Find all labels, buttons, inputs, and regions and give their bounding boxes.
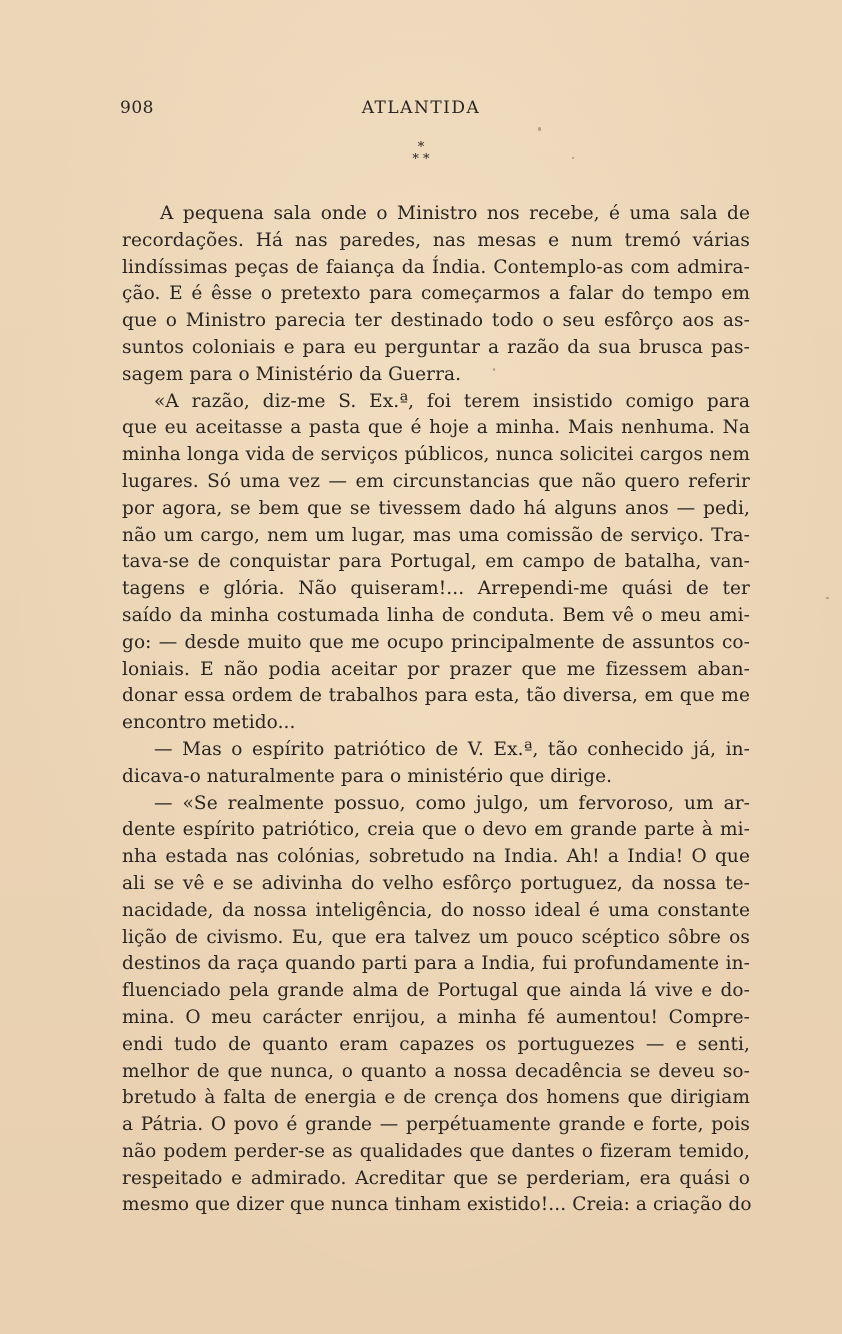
page-header (0, 98, 842, 122)
text-line: mesmo que dizer que nunca tinham existido!... Creia: a criação do (122, 1194, 752, 1216)
text-line: loniais. E não podia aceitar por prazer que me fizessem aban- (122, 658, 750, 680)
text-line: lugares. Só uma vez — em circunstancias que não quero referir (122, 470, 750, 492)
text-line: saído da minha costumada linha de conduta. Bem vê o meu ami- (122, 604, 750, 626)
text-line: respeitado e admirado. Acreditar que se perderiam, era quási o (122, 1167, 750, 1189)
text-line: fluenciado pela grande alma de Portugal que ainda lá vive e do- (122, 980, 750, 1002)
text-line: donar essa ordem de trabalhos para esta, tão diversa, em que me (122, 685, 750, 707)
asterism-bottom: * * (412, 152, 430, 167)
text-line: por agora, se bem que se tivessem dado há alguns anos — pedi, (122, 497, 750, 519)
text-line: — Mas o espírito patriótico de V. Ex.ª, tão conhecido já, in- (154, 738, 750, 760)
paper-speck (572, 157, 574, 159)
text-line: endi tudo de quanto eram capazes os portuguezes — e senti, (122, 1033, 750, 1055)
text-line: dicava-o naturalmente para o ministério que dirige. (122, 765, 613, 787)
text-line: que o Ministro parecia ter destinado todo o seu esfôrço aos as- (122, 310, 750, 332)
text-line: lição de civismo. Eu, que era talvez um pouco scéptico sôbre os (122, 926, 750, 948)
text-line: melhor de que nunca, o quanto a nossa decadência se deveu so- (122, 1060, 750, 1082)
asterism (0, 142, 842, 166)
page-number: 908 (120, 98, 154, 118)
text-line: destinos da raça quando parti para a India, fui profundamente in- (122, 953, 750, 975)
paper-speck (826, 597, 829, 599)
text-line: A pequena sala onde o Ministro nos recebe, é uma sala de (160, 203, 750, 224)
text-line: minha longa vida de serviços públicos, nunca solicitei cargos nem (122, 444, 750, 466)
text-line: recordações. Há nas paredes, nas mesas e num tremó várias (122, 229, 750, 251)
text-line: ção. E é êsse o pretexto para começarmos a falar do tempo em (122, 283, 750, 305)
body-text (122, 201, 750, 1219)
paper-speck (493, 368, 495, 371)
text-line: — «Se realmente possuo, como julgo, um fervoroso, um ar- (154, 792, 750, 814)
text-line: tagens e glória. Não quiseram!... Arrependi-me quási de ter (122, 578, 750, 600)
text-line: sagem para o Ministério da Guerra. (122, 363, 462, 385)
text-line: dente espírito patriótico, creia que o devo em grande parte à mi- (122, 819, 750, 841)
asterism-top: * (417, 140, 425, 155)
text-line: nha estada nas colónias, sobretudo na India. Ah! a India! O que (122, 846, 750, 868)
text-line: go: — desde muito que me ocupo principalmente de assuntos co- (122, 631, 750, 653)
running-title: ATLANTIDA (361, 98, 481, 118)
text-line: bretudo à falta de energia e de crença dos homens que dirigiam (122, 1087, 750, 1109)
text-line: tava-se de conquistar para Portugal, em campo de batalha, van- (122, 551, 750, 573)
text-line: a Pátria. O povo é grande — perpétuamente grande e forte, pois (122, 1114, 750, 1136)
text-line: «A razão, diz-me S. Ex.ª, foi terem insistido comigo para (154, 390, 750, 412)
paper-speck (538, 127, 541, 131)
text-line: que eu aceitasse a pasta que é hoje a minha. Mais nenhuma. Na (122, 417, 750, 439)
text-line: ali se vê e se adivinha do velho esfôrço portuguez, da nossa te- (122, 872, 750, 894)
text-line: não um cargo, nem um lugar, mas uma comissão de serviço. Tra- (122, 524, 750, 546)
text-line: mina. O meu carácter enrijou, a minha fé aumentou! Compre- (122, 1006, 750, 1028)
text-line: nacidade, da nossa inteligência, do nosso ideal é uma constante (122, 899, 750, 921)
text-line: não podem perder-se as qualidades que dantes o fizeram temido, (122, 1140, 750, 1162)
text-line: encontro metido... (122, 712, 296, 734)
text-line: lindíssimas peças de faiança da Índia. Contemplo-as com admira- (122, 256, 750, 278)
text-line: suntos coloniais e para eu perguntar a razão da sua brusca pas- (122, 336, 750, 358)
